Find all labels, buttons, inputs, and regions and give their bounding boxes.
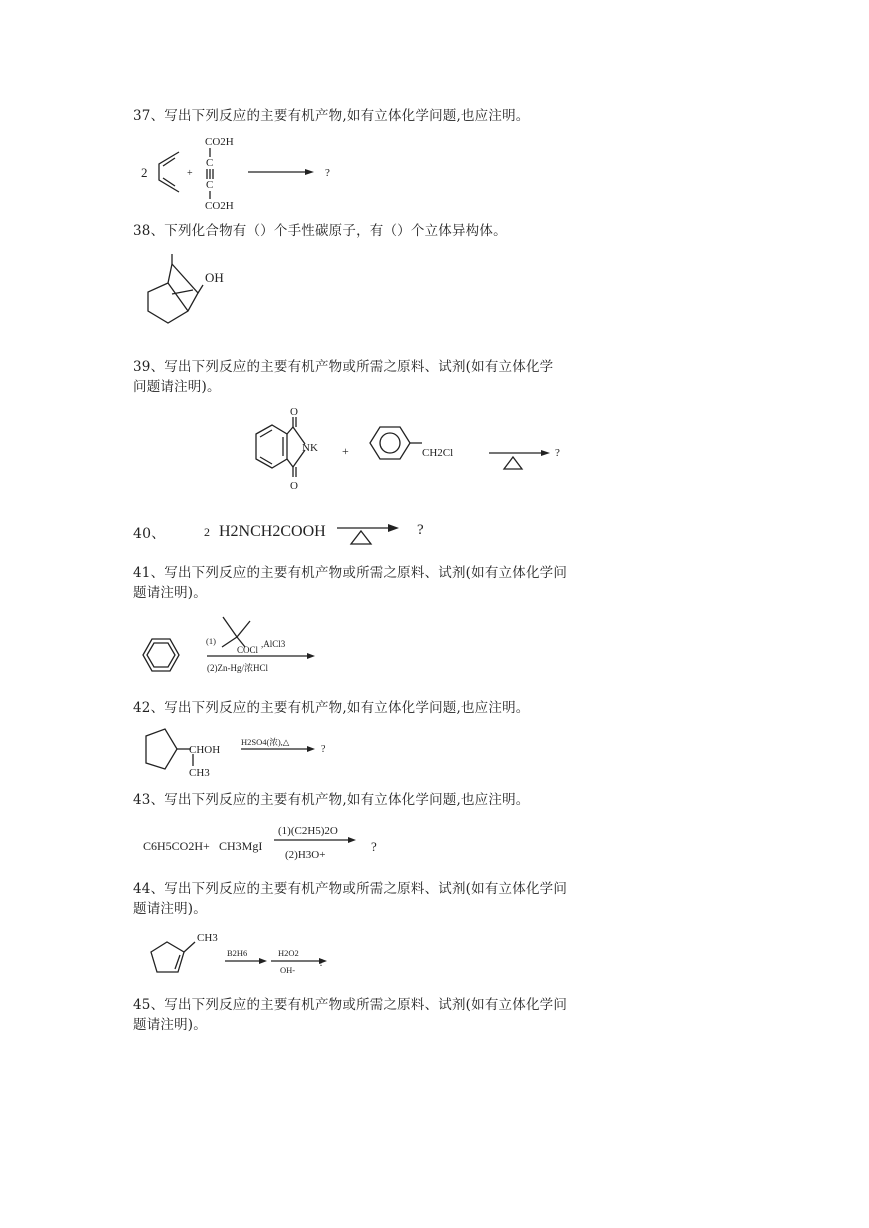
- pivaloyl-chloride-structure: [222, 617, 250, 647]
- carbonyl-oxygen-top: O: [290, 406, 298, 418]
- question-text: 写出下列反应的主要有机产物或所需之原料、试剂(如有立体化学问: [164, 881, 568, 897]
- question-39: [133, 357, 553, 397]
- question-text: 写出下列反应的主要有机产物,如有立体化学问题,也应注明。: [164, 792, 530, 808]
- question-text: 写出下列反应的主要有机产物或所需之原料、试剂(如有立体化学问: [164, 565, 568, 581]
- phthalimide-structure: [256, 417, 305, 477]
- question-38: [133, 221, 507, 241]
- methyl-group: CH3: [197, 932, 218, 944]
- camphor-like-structure: [135, 250, 245, 330]
- product-unknown: ?: [417, 522, 424, 538]
- question-text: 写出下列反应的主要有机产物或所需之原料、试剂(如有立体化学问: [164, 997, 568, 1013]
- potassium-imide: NK: [302, 442, 318, 454]
- arrow-head: [307, 746, 315, 752]
- methylcyclopentene-structure: [151, 942, 195, 972]
- benzoic-acid: C6H5CO2H: [143, 839, 204, 853]
- product-unknown: ?: [371, 839, 377, 854]
- product-unknown: ?: [319, 958, 324, 969]
- arrow-head: [348, 837, 356, 843]
- question-37: [133, 106, 529, 126]
- heat-symbol: [504, 457, 522, 469]
- grignard-reagent: CH3MgI: [219, 839, 263, 853]
- reaction-diagram-37: [135, 132, 475, 214]
- question-number: 42、: [133, 700, 165, 716]
- reaction-diagram-42: [135, 725, 345, 780]
- question-44: [133, 879, 567, 919]
- arrow-head: [388, 524, 399, 532]
- plus-sign: +: [203, 839, 210, 853]
- arrow-head: [307, 653, 315, 659]
- carbonyl-oxygen-bottom: O: [290, 480, 298, 492]
- hydroxymethyl-carbon: CHOH: [189, 744, 221, 756]
- question-43: [133, 790, 529, 810]
- reaction-diagram-41: [135, 613, 335, 683]
- question-40: [133, 524, 165, 544]
- reagent-label: H2SO4(浓),△: [241, 737, 290, 747]
- question-text: 写出下列反应的主要有机产物,如有立体化学问题,也应注明。: [164, 108, 530, 124]
- coefficient: 2: [204, 525, 210, 539]
- product-unknown: ?: [321, 744, 326, 755]
- reagent-hydroxide: OH-: [280, 965, 296, 975]
- coefficient: 2: [141, 165, 148, 180]
- question-number: 40、: [133, 526, 166, 542]
- benzene-ring: [370, 427, 422, 459]
- catalyst-label: ,AlCl3: [261, 639, 286, 649]
- question-number: 45、: [133, 997, 165, 1013]
- reaction-diagram-39: [230, 402, 580, 502]
- benzene-ring: [143, 639, 179, 671]
- arrow-head: [541, 450, 550, 456]
- reaction-diagram-44: [135, 928, 345, 983]
- glycine-formula: H2NCH2COOH: [219, 523, 326, 540]
- question-text-continued: 题请注明)。: [133, 901, 207, 917]
- reagent-peroxide: H2O2: [278, 948, 299, 958]
- cyclopentane-ring: [146, 729, 193, 769]
- question-text: 写出下列反应的主要有机产物或所需之原料、试剂(如有立体化学: [164, 359, 554, 375]
- reaction-diagram-40: [200, 512, 460, 552]
- question-number: 38、: [133, 223, 165, 239]
- plus-sign: +: [187, 168, 193, 179]
- arrow-head: [259, 958, 267, 964]
- question-text-continued: 题请注明)。: [133, 585, 207, 601]
- reagent-borane: B2H6: [227, 948, 248, 958]
- question-text: 写出下列反应的主要有机产物,如有立体化学问题,也应注明。: [164, 700, 530, 716]
- question-number: 43、: [133, 792, 165, 808]
- acyl-chloride-group: COCl: [237, 645, 259, 655]
- product-unknown: ?: [555, 447, 560, 459]
- step-2-reagent: (2)Zn-Hg/浓HCl: [207, 663, 268, 673]
- heat-symbol: [351, 531, 371, 544]
- carboxyl-bottom: CO2H: [205, 200, 234, 212]
- question-number: 37、: [133, 108, 165, 124]
- chloromethyl-group: CH2Cl: [422, 447, 454, 459]
- reaction-diagram-43: [135, 818, 405, 868]
- methyl-group: CH3: [189, 767, 210, 779]
- alkyne-carbon: C: [206, 179, 214, 191]
- question-text: 下列化合物有（）个手性碳原子，有（）个立体异构体。: [164, 223, 507, 239]
- question-42: [133, 698, 529, 718]
- step-2-reagent: (2)H3O+: [285, 849, 326, 861]
- product-unknown: ?: [325, 167, 330, 179]
- question-number: 44、: [133, 881, 165, 897]
- question-41: [133, 563, 567, 603]
- question-number: 39、: [133, 359, 165, 375]
- step-1-label: (1): [206, 636, 216, 646]
- arrow-head: [305, 169, 314, 175]
- question-number: 41、: [133, 565, 165, 581]
- plus-sign: +: [342, 444, 349, 458]
- question-text-continued: 题请注明)。: [133, 1017, 207, 1033]
- question-text-continued: 问题请注明)。: [133, 379, 221, 395]
- hydroxyl-group: OH: [205, 270, 224, 285]
- step-1-reagent: (1)(C2H5)2O: [278, 825, 338, 837]
- carboxyl-top: CO2H: [205, 136, 234, 148]
- butadiene-structure: [159, 152, 179, 192]
- alkyne-carbon: C: [206, 157, 214, 169]
- question-45: [133, 995, 567, 1035]
